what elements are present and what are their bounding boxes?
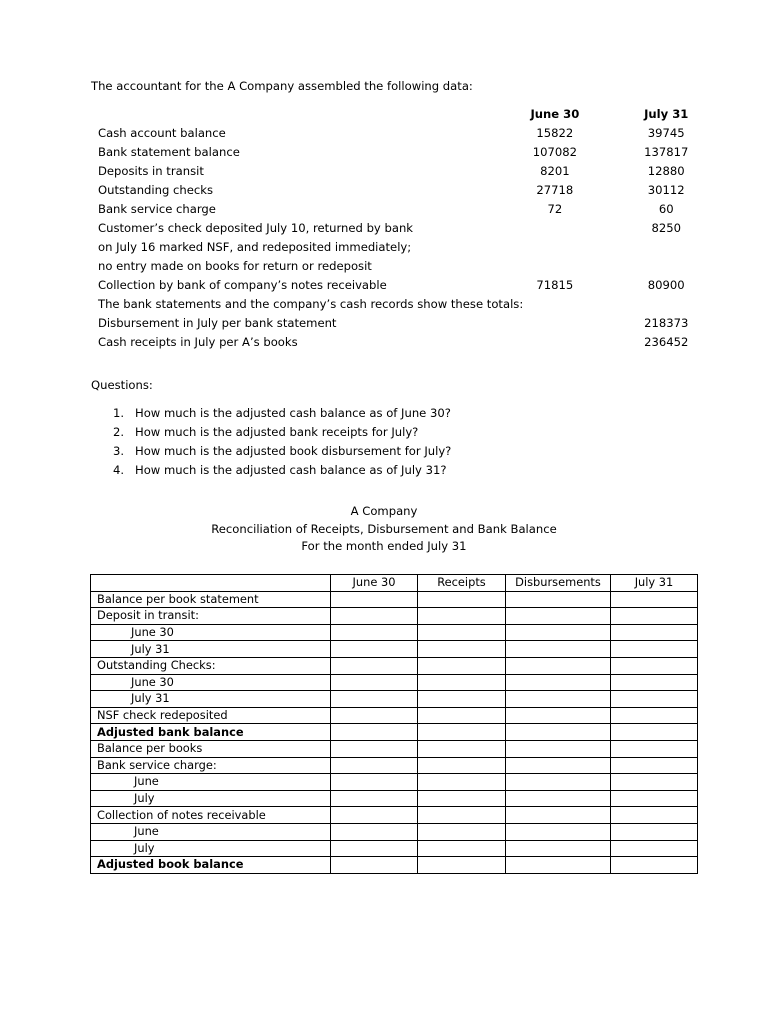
june-value xyxy=(523,238,586,257)
question-text: How much is the adjusted cash balance as of June 30? xyxy=(135,406,451,420)
reconciliation-row xyxy=(91,823,698,840)
given-data-row xyxy=(91,124,768,143)
question-number: 4. xyxy=(113,463,125,477)
given-data-row xyxy=(91,162,768,181)
june-value xyxy=(523,257,586,276)
reconciliation-answer-cell[interactable] xyxy=(331,740,418,757)
reconciliation-row xyxy=(91,807,698,824)
questions-list xyxy=(113,404,451,480)
reconciliation-answer-cell[interactable] xyxy=(611,840,698,857)
reconciliation-answer-cell[interactable] xyxy=(506,740,611,757)
reconciliation-row xyxy=(91,857,698,874)
reconciliation-column-header: July 31 xyxy=(611,575,698,592)
june-value: 107082 xyxy=(532,145,577,159)
reconciliation-row-label: June 30 xyxy=(91,674,331,691)
reconciliation-answer-cell[interactable] xyxy=(506,608,611,625)
reconciliation-answer-cell[interactable] xyxy=(331,724,418,741)
reconciliation-row xyxy=(91,790,698,807)
reconciliation-column-header: Receipts xyxy=(418,575,506,592)
given-data-row xyxy=(91,200,768,219)
question-number: 1. xyxy=(113,406,125,420)
reconciliation-answer-cell[interactable] xyxy=(611,757,698,774)
reconciliation-answer-cell[interactable] xyxy=(331,674,418,691)
given-data-row xyxy=(91,295,768,314)
reconciliation-answer-cell[interactable] xyxy=(506,641,611,658)
june-value: 15822 xyxy=(536,126,574,140)
row-label: Deposits in transit xyxy=(98,164,204,178)
reconciliation-row xyxy=(91,840,698,857)
reconciliation-row-label: NSF check redeposited xyxy=(91,707,331,724)
july-value: 8250 xyxy=(651,221,681,235)
reconciliation-row xyxy=(91,757,698,774)
reconciliation-answer-cell[interactable] xyxy=(331,840,418,857)
reconciliation-row xyxy=(91,591,698,608)
reconciliation-row xyxy=(91,774,698,791)
june-value: 71815 xyxy=(536,278,574,292)
reconciliation-answer-cell[interactable] xyxy=(611,774,698,791)
reconciliation-header-row xyxy=(91,575,698,592)
reconciliation-row-label: June xyxy=(91,823,331,840)
row-label: Collection by bank of company’s notes receivable xyxy=(98,278,387,292)
reconciliation-answer-cell[interactable] xyxy=(331,774,418,791)
reconciliation-column-header: June 30 xyxy=(331,575,418,592)
reconciliation-row-label: Collection of notes receivable xyxy=(91,807,331,824)
given-data-row xyxy=(91,314,768,333)
reconciliation-row xyxy=(91,691,698,708)
reconciliation-answer-cell[interactable] xyxy=(418,591,506,608)
reconciliation-answer-cell[interactable] xyxy=(506,657,611,674)
reconciliation-row-label: Outstanding Checks: xyxy=(91,657,331,674)
reconciliation-answer-cell[interactable] xyxy=(331,707,418,724)
reconciliation-answer-cell[interactable] xyxy=(506,757,611,774)
row-label: no entry made on books for return or redeposit xyxy=(98,259,372,273)
reconciliation-table xyxy=(90,574,698,874)
reconciliation-answer-cell[interactable] xyxy=(611,823,698,840)
row-label: Cash account balance xyxy=(98,126,226,140)
reconciliation-answer-cell[interactable] xyxy=(611,691,698,708)
june-value: 27718 xyxy=(536,183,574,197)
reconciliation-answer-cell[interactable] xyxy=(611,624,698,641)
reconciliation-answer-cell[interactable] xyxy=(611,591,698,608)
reconciliation-row-label: June 30 xyxy=(91,624,331,641)
reconciliation-answer-cell[interactable] xyxy=(331,624,418,641)
july-31-header: July 31 xyxy=(644,107,689,121)
june-value xyxy=(523,295,586,314)
reconciliation-answer-cell[interactable] xyxy=(331,641,418,658)
reconciliation-answer-cell[interactable] xyxy=(611,857,698,874)
reconciliation-answer-cell[interactable] xyxy=(506,790,611,807)
reconciliation-column-header xyxy=(91,575,331,592)
july-value: 39745 xyxy=(647,126,685,140)
given-data-row xyxy=(91,238,768,257)
reconciliation-row-label: July 31 xyxy=(91,641,331,658)
reconciliation-row xyxy=(91,641,698,658)
reconciliation-row xyxy=(91,707,698,724)
question-number: 2. xyxy=(113,425,125,439)
july-value: 60 xyxy=(658,202,674,216)
reconciliation-row xyxy=(91,608,698,625)
reconciliation-answer-cell[interactable] xyxy=(331,757,418,774)
june-value xyxy=(523,314,586,333)
reconciliation-answer-cell[interactable] xyxy=(331,790,418,807)
reconciliation-answer-cell[interactable] xyxy=(418,840,506,857)
reconciliation-answer-cell[interactable] xyxy=(331,857,418,874)
given-data-row xyxy=(91,257,768,276)
reconciliation-answer-cell[interactable] xyxy=(611,641,698,658)
reconciliation-answer-cell[interactable] xyxy=(418,608,506,625)
reconciliation-answer-cell[interactable] xyxy=(418,857,506,874)
june-30-header: June 30 xyxy=(530,107,580,121)
row-label: Bank service charge xyxy=(98,202,216,216)
reconciliation-answer-cell[interactable] xyxy=(331,807,418,824)
given-data-row xyxy=(91,333,768,352)
reconciliation-row-label: June xyxy=(91,774,331,791)
reconciliation-answer-cell[interactable] xyxy=(611,707,698,724)
reconciliation-row-label: Balance per books xyxy=(91,740,331,757)
july-value: 80900 xyxy=(647,278,685,292)
june-value: 8201 xyxy=(540,164,570,178)
row-label: Customer’s check deposited July 10, returned by bank xyxy=(98,221,414,235)
reconciliation-answer-cell[interactable] xyxy=(611,657,698,674)
company-heading: A Company xyxy=(350,504,418,518)
intro-text: The accountant for the A Company assembled the following data: xyxy=(91,79,473,93)
reconciliation-answer-cell[interactable] xyxy=(506,624,611,641)
reconciliation-row xyxy=(91,674,698,691)
reconciliation-answer-cell[interactable] xyxy=(506,823,611,840)
reconciliation-answer-cell[interactable] xyxy=(611,674,698,691)
reconciliation-answer-cell[interactable] xyxy=(506,674,611,691)
reconciliation-answer-cell[interactable] xyxy=(506,591,611,608)
reconciliation-answer-cell[interactable] xyxy=(418,707,506,724)
given-data-row xyxy=(91,276,768,295)
reconciliation-answer-cell[interactable] xyxy=(331,591,418,608)
reconciliation-answer-cell[interactable] xyxy=(418,641,506,658)
reconciliation-row xyxy=(91,624,698,641)
row-label: The bank statements and the company’s cash records show these totals: xyxy=(98,297,524,311)
reconciliation-answer-cell[interactable] xyxy=(418,624,506,641)
reconciliation-row-label: Deposit in transit: xyxy=(91,608,331,625)
july-value xyxy=(587,238,768,257)
row-label: on July 16 marked NSF, and redeposited immediately; xyxy=(98,240,412,254)
reconciliation-answer-cell[interactable] xyxy=(506,724,611,741)
question-text: How much is the adjusted bank receipts for July? xyxy=(135,425,419,439)
row-label: Disbursement in July per bank statement xyxy=(98,316,337,330)
july-value: 12880 xyxy=(647,164,685,178)
reconciliation-answer-cell[interactable] xyxy=(418,774,506,791)
question-item xyxy=(113,404,451,423)
reconciliation-answer-cell[interactable] xyxy=(418,740,506,757)
given-data-header-row xyxy=(91,105,768,124)
reconciliation-answer-cell[interactable] xyxy=(611,724,698,741)
reconciliation-answer-cell[interactable] xyxy=(611,740,698,757)
questions-title: Questions: xyxy=(91,378,153,392)
july-value: 218373 xyxy=(644,316,689,330)
question-item xyxy=(113,442,451,461)
reconciliation-answer-cell[interactable] xyxy=(331,657,418,674)
reconciliation-answer-cell[interactable] xyxy=(506,807,611,824)
reconciliation-row xyxy=(91,657,698,674)
reconciliation-answer-cell[interactable] xyxy=(418,823,506,840)
given-data-row xyxy=(91,143,768,162)
row-label: Bank statement balance xyxy=(98,145,240,159)
reconciliation-answer-cell[interactable] xyxy=(331,823,418,840)
reconciliation-row-label: July xyxy=(91,840,331,857)
question-text: How much is the adjusted cash balance as of July 31? xyxy=(135,463,447,477)
july-value: 137817 xyxy=(644,145,689,159)
reconciliation-period: For the month ended July 31 xyxy=(301,539,467,553)
june-value xyxy=(523,219,586,238)
july-value xyxy=(587,257,768,276)
reconciliation-answer-cell[interactable] xyxy=(418,674,506,691)
reconciliation-answer-cell[interactable] xyxy=(418,790,506,807)
reconciliation-row-label: July 31 xyxy=(91,691,331,708)
july-value xyxy=(587,295,768,314)
reconciliation-answer-cell[interactable] xyxy=(418,657,506,674)
reconciliation-column-header: Disbursements xyxy=(506,575,611,592)
question-text: How much is the adjusted book disbursement for July? xyxy=(135,444,452,458)
reconciliation-answer-cell[interactable] xyxy=(506,840,611,857)
question-number: 3. xyxy=(113,444,125,458)
reconciliation-answer-cell[interactable] xyxy=(611,790,698,807)
reconciliation-answer-cell[interactable] xyxy=(506,691,611,708)
reconciliation-answer-cell[interactable] xyxy=(331,608,418,625)
question-item xyxy=(113,423,451,442)
june-value xyxy=(523,333,586,352)
june-value: 72 xyxy=(547,202,563,216)
reconciliation-answer-cell[interactable] xyxy=(418,757,506,774)
reconciliation-answer-cell[interactable] xyxy=(418,807,506,824)
reconciliation-answer-cell[interactable] xyxy=(418,724,506,741)
row-label: Outstanding checks xyxy=(98,183,214,197)
reconciliation-answer-cell[interactable] xyxy=(506,774,611,791)
reconciliation-answer-cell[interactable] xyxy=(331,691,418,708)
row-label: Cash receipts in July per A’s books xyxy=(98,335,298,349)
reconciliation-row xyxy=(91,740,698,757)
reconciliation-title: Reconciliation of Receipts, Disbursement and Bank Balance xyxy=(211,522,557,536)
reconciliation-answer-cell[interactable] xyxy=(611,608,698,625)
reconciliation-answer-cell[interactable] xyxy=(506,857,611,874)
given-data-row xyxy=(91,181,768,200)
reconciliation-row-label: Balance per book statement xyxy=(91,591,331,608)
reconciliation-row xyxy=(91,724,698,741)
reconciliation-answer-cell[interactable] xyxy=(506,707,611,724)
reconciliation-row-label: Bank service charge: xyxy=(91,757,331,774)
blank-header xyxy=(91,105,523,124)
reconciliation-answer-cell[interactable] xyxy=(418,691,506,708)
given-data-row xyxy=(91,219,768,238)
reconciliation-row-label: Adjusted bank balance xyxy=(91,724,331,741)
july-value: 30112 xyxy=(647,183,685,197)
july-value: 236452 xyxy=(644,335,689,349)
question-item xyxy=(113,461,451,480)
reconciliation-row-label: Adjusted book balance xyxy=(91,857,331,874)
reconciliation-row-label: July xyxy=(91,790,331,807)
reconciliation-answer-cell[interactable] xyxy=(611,807,698,824)
given-data-table xyxy=(91,105,768,352)
